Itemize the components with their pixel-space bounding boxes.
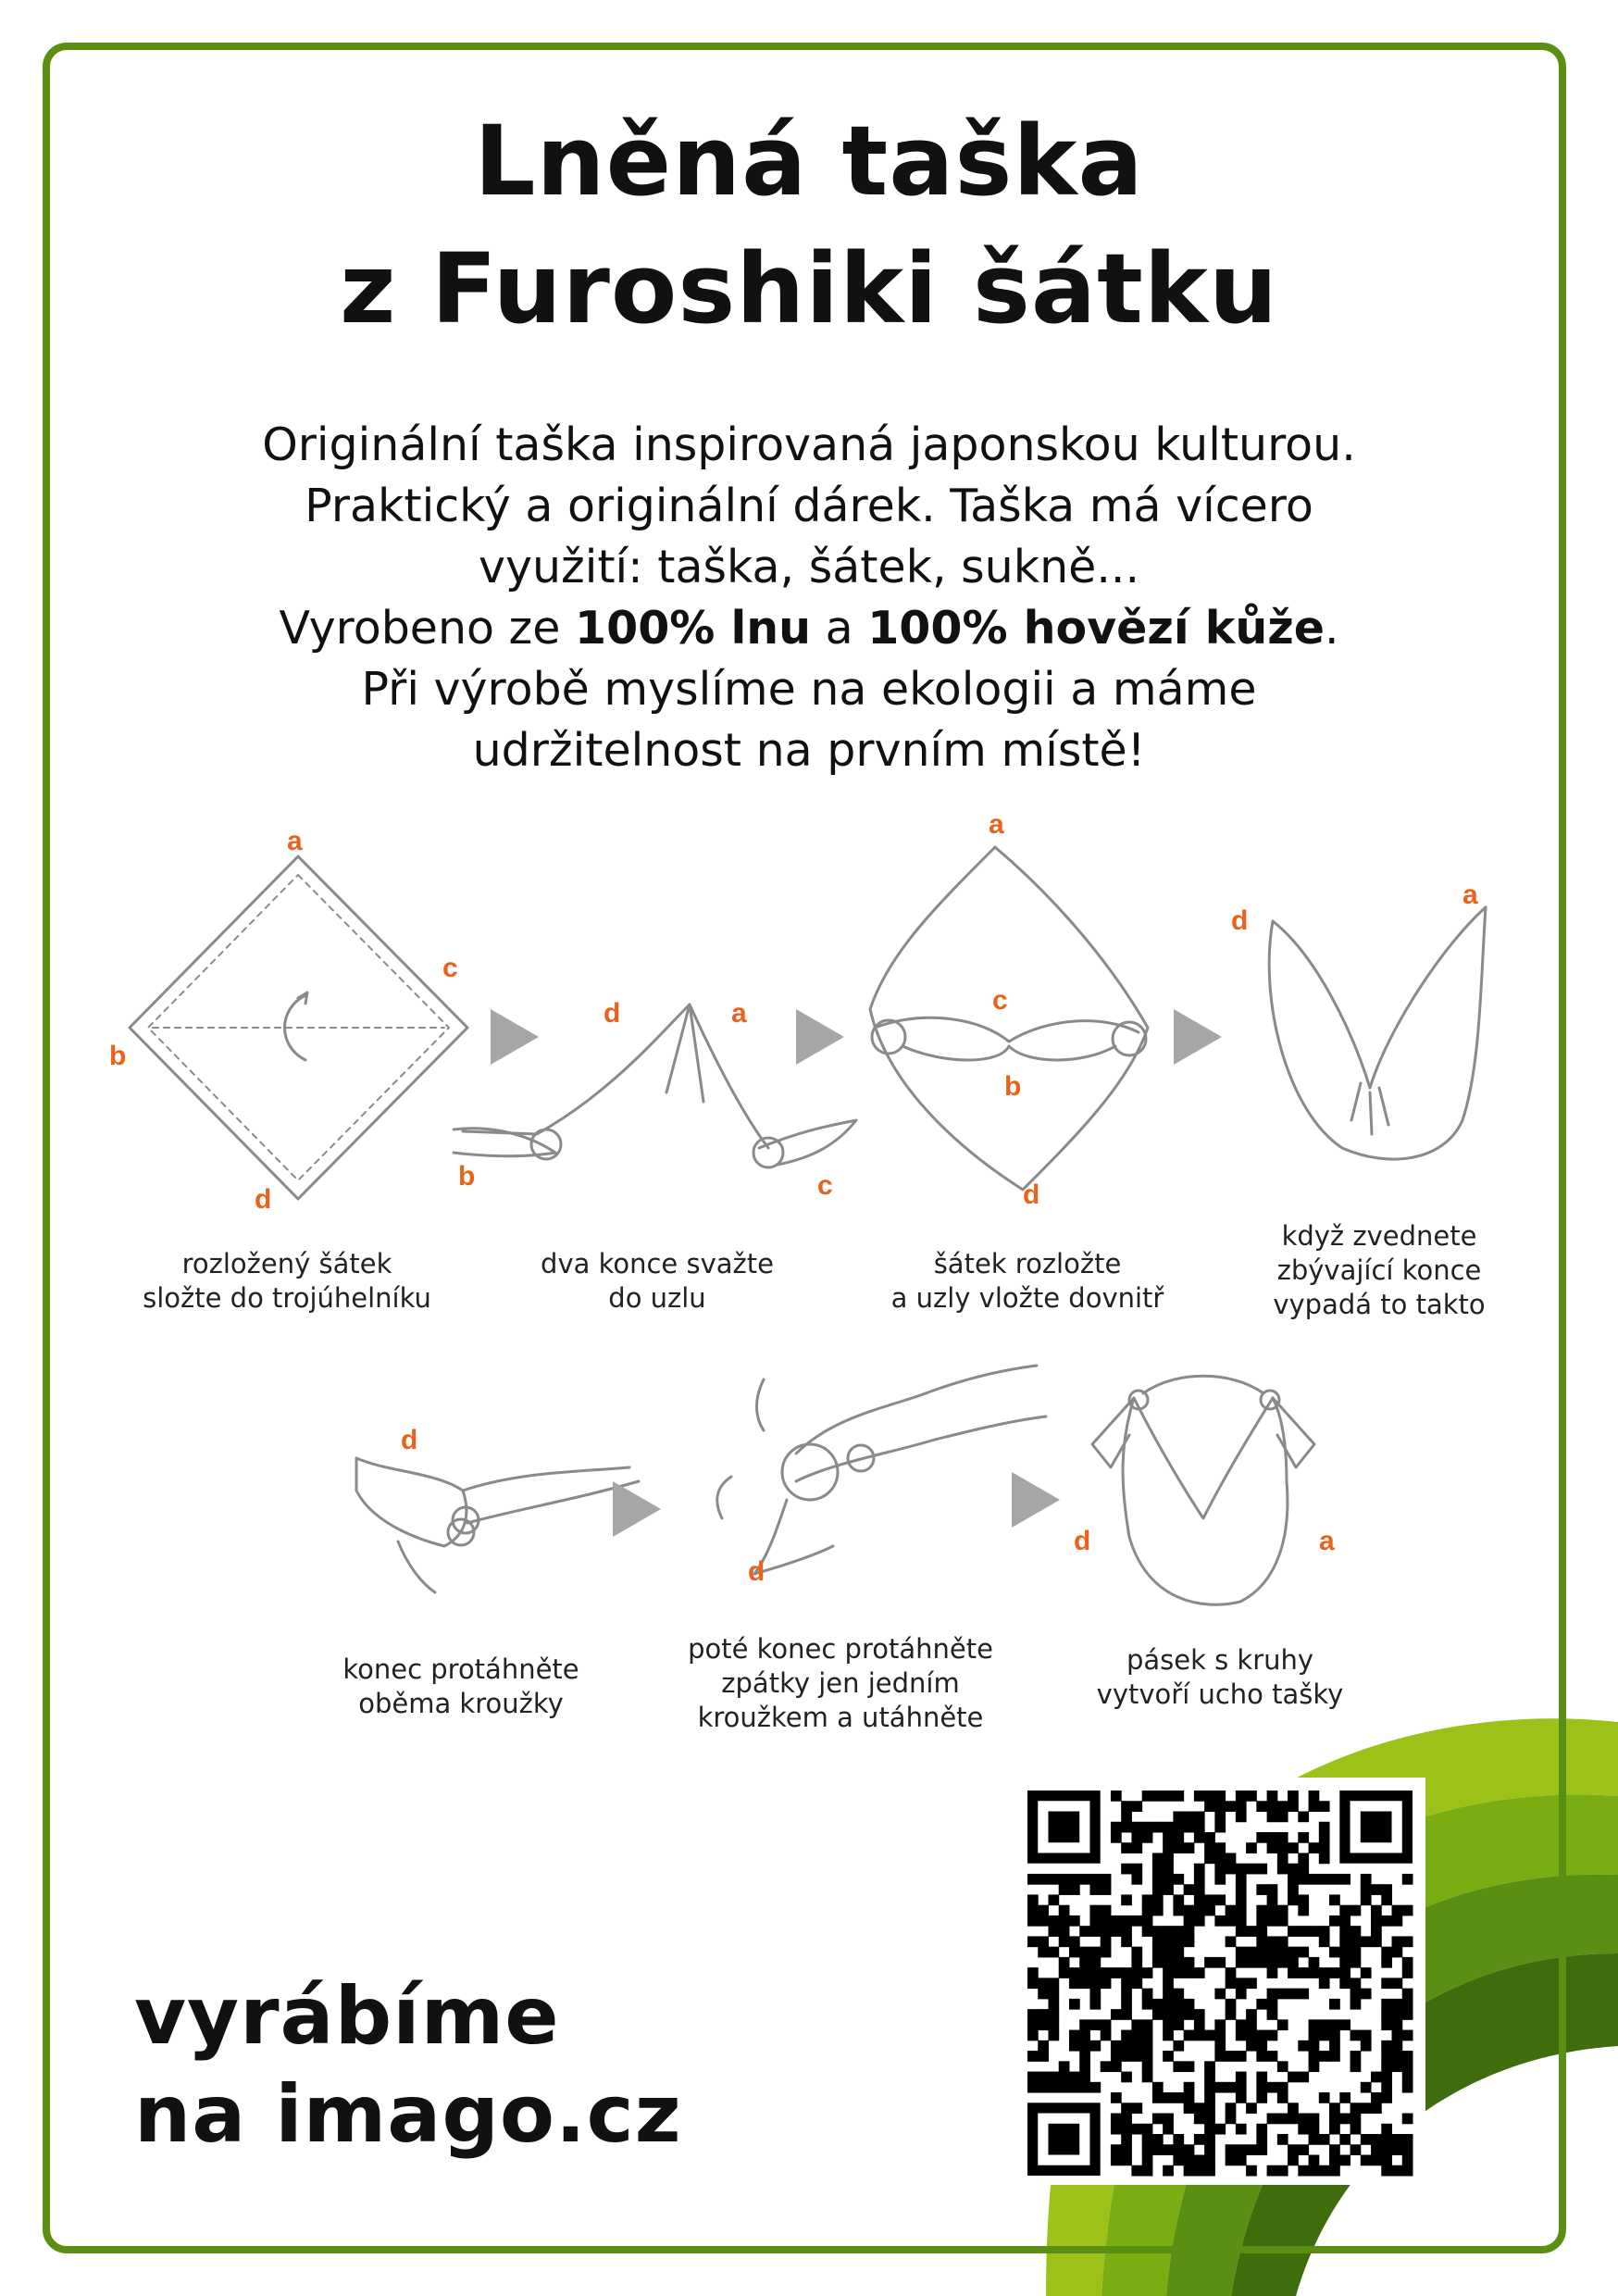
right-triangle-icon <box>796 1009 844 1065</box>
caption-line: vypadá to takto <box>1273 1289 1486 1320</box>
intro-line: Při výrobě myslíme na ekologii a máme <box>361 663 1257 716</box>
caption-line: poté konec protáhněte <box>688 1633 993 1665</box>
step-1-caption <box>111 1247 463 1316</box>
step-1-label-d: d <box>255 1184 272 1215</box>
caption-line: dva konce svažte <box>541 1248 774 1279</box>
qr-code-image <box>1014 1778 1425 2185</box>
material-linen: 100% lnu <box>575 602 812 655</box>
step-4-label-a: a <box>1462 880 1478 910</box>
caption-line: a uzly vložte dovnitř <box>890 1282 1164 1314</box>
title-line-1: Lněná taška <box>474 105 1144 218</box>
intro-line: využití: taška, šátek, sukně... <box>478 541 1140 593</box>
right-triangle-icon <box>1012 1472 1060 1528</box>
step-7-label-a: a <box>1319 1526 1335 1556</box>
step-2-caption <box>481 1247 833 1316</box>
step-3-illustration <box>870 847 1148 1190</box>
step-2-label-c: c <box>817 1170 833 1201</box>
step-6-caption <box>665 1632 1016 1735</box>
caption-line: složte do trojúhelníku <box>143 1282 431 1314</box>
footer-line-1: vyrábíme <box>134 1970 560 2063</box>
step-3-label-b: b <box>1004 1071 1022 1102</box>
step-2-label-a: a <box>731 998 747 1029</box>
material-leather: 100% hovězí kůže <box>867 602 1325 655</box>
step-3-caption <box>852 1247 1203 1316</box>
step-7-illustration <box>1092 1376 1314 1604</box>
step-2-label-b: b <box>458 1161 476 1192</box>
step-6-label-d: d <box>748 1556 765 1587</box>
caption-line: kroužkem a utáhněte <box>697 1702 984 1733</box>
right-triangle-icon <box>1174 1009 1222 1065</box>
step-5-caption <box>285 1653 637 1721</box>
step-3-label-c: c <box>992 985 1008 1016</box>
step-2-label-d: d <box>604 998 621 1029</box>
step-5-label-d: d <box>401 1425 418 1455</box>
step-1-label-b: b <box>109 1041 127 1071</box>
step-3-label-d: d <box>1023 1179 1040 1210</box>
right-triangle-icon <box>491 1009 539 1065</box>
caption-line: pásek s kruhy <box>1126 1644 1314 1676</box>
step-4-illustration <box>1269 907 1486 1159</box>
caption-line: zpátky jen jedním <box>721 1667 960 1699</box>
step-4-caption <box>1203 1219 1555 1322</box>
step-5-illustration <box>356 1458 639 1592</box>
caption-line: konec protáhněte <box>342 1653 579 1685</box>
title-line-2: z Furoshiki šátku <box>340 232 1278 345</box>
intro-text-span: Vyrobeno ze <box>279 602 575 655</box>
qr-code[interactable] <box>1014 1778 1425 2185</box>
step-1-label-a: a <box>287 826 303 856</box>
footer-line-2: na imago.cz <box>134 2068 682 2161</box>
caption-line: šátek rozložte <box>933 1248 1122 1279</box>
caption-line: oběma kroužky <box>358 1688 564 1719</box>
caption-line: vytvoří ucho tašky <box>1096 1678 1344 1710</box>
caption-line: do uzlu <box>608 1282 706 1314</box>
intro-line: udržitelnost na prvním místě! <box>472 724 1146 777</box>
step-1-label-c: c <box>442 953 458 983</box>
caption-line: když zvednete <box>1281 1220 1477 1252</box>
intro-text-span: . <box>1324 602 1339 655</box>
step-7-caption <box>1044 1643 1396 1712</box>
right-triangle-icon <box>613 1481 661 1537</box>
caption-line: rozložený šátek <box>181 1248 392 1279</box>
step-3-label-a: a <box>989 809 1004 840</box>
website-footer <box>134 1967 682 2164</box>
intro-line: Originální taška inspirovaná japonskou kulturou. <box>262 418 1356 471</box>
step-6-illustration <box>717 1366 1046 1574</box>
step-1-illustration <box>130 856 467 1199</box>
step-4-label-d: d <box>1231 905 1249 936</box>
step-7-label-d: d <box>1074 1526 1091 1556</box>
intro-text-span: a <box>811 602 868 655</box>
intro-line: Praktický a originální dárek. Taška má vícero <box>305 480 1313 532</box>
caption-line: zbývající konce <box>1276 1254 1482 1286</box>
